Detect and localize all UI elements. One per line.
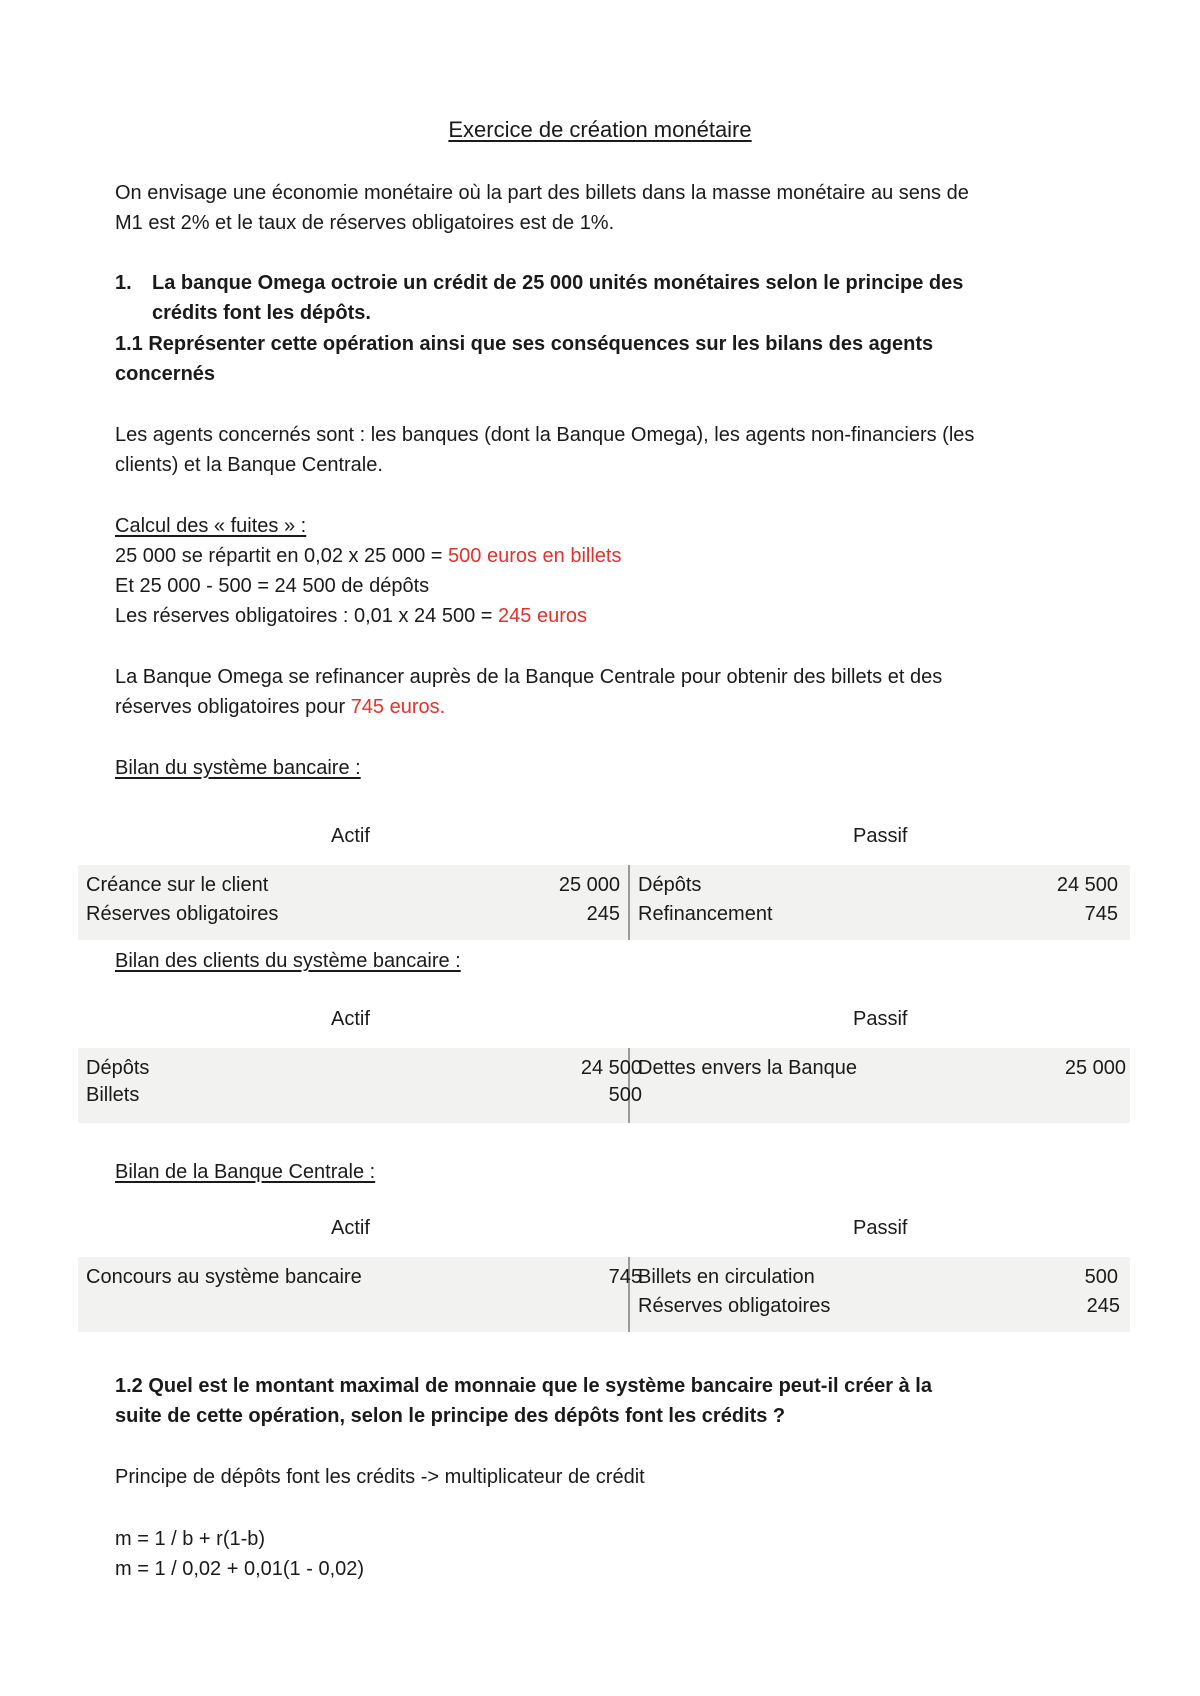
refinancing-line-2-highlight: 745 euros.: [350, 696, 446, 718]
passif-row-label: Billets en circulation: [638, 1266, 815, 1288]
table-header: [78, 815, 1130, 866]
fuites-line-3-text: Les réserves obligatoires : 0,01 x 24 500 =: [115, 605, 499, 627]
actif-row-label: Concours au système bancaire: [86, 1266, 362, 1288]
central-bank-balance-heading: Bilan de la Banque Centrale :: [115, 1161, 376, 1183]
question-1-line-1: La banque Omega octroie un crédit de 25 000 unités monétaires selon le principe des: [152, 272, 964, 294]
clients-balance-heading: Bilan des clients du système bancaire :: [115, 950, 461, 972]
actif-header: Actif: [331, 825, 370, 847]
actif-row-value: 25 000: [558, 874, 620, 896]
formula-line-2: m = 1 / 0,02 + 0,01(1 - 0,02): [115, 1558, 365, 1580]
fuites-line-1-highlight: 500 euros en billets: [448, 545, 622, 567]
actif-header: Actif: [331, 1217, 370, 1239]
fuites-line-3-highlight: 245 euros: [498, 605, 587, 627]
table-header: [78, 1207, 1130, 1258]
actif-row-value: 500: [608, 1084, 642, 1106]
passif-header: Passif: [853, 1217, 908, 1239]
fuites-line-3: [115, 601, 587, 631]
actif-row-label: Créance sur le client: [86, 874, 269, 896]
intro-line-2: M1 est 2% et le taux de réserves obligatoires est de 1%.: [115, 212, 615, 234]
central-bank-balance-table: [78, 1207, 1130, 1332]
passif-row-label: Refinancement: [638, 903, 773, 925]
actif-row-label: Billets: [86, 1084, 140, 1106]
table-body: [78, 1257, 1130, 1332]
passif-header: Passif: [853, 825, 908, 847]
fuites-line-1: [115, 541, 621, 571]
formula-line-1: m = 1 / b + r(1-b): [115, 1528, 266, 1550]
actif-row-label: Dépôts: [86, 1057, 150, 1079]
fuites-heading: Calcul des « fuites » :: [115, 515, 307, 537]
clients-balance-table: [78, 998, 1130, 1123]
question-1-2-line-2: suite de cette opération, selon le principe des dépôts font les crédits ?: [115, 1405, 786, 1427]
principle-line: Principe de dépôts font les crédits -> multiplicateur de crédit: [115, 1466, 645, 1488]
bank-balance-table: [78, 815, 1130, 940]
actif-row-value: 245: [586, 903, 620, 925]
column-divider: [628, 865, 630, 940]
intro-line-1: On envisage une économie monétaire où la part des billets dans la masse monétaire au sens de: [115, 182, 969, 204]
passif-row-value: 24 500: [1056, 874, 1118, 896]
passif-row-value: 245: [1086, 1295, 1120, 1317]
table-body: [78, 1048, 1130, 1123]
question-1-1-line-1: 1.1 Représenter cette opération ainsi que ses conséquences sur les bilans des agents: [115, 333, 934, 355]
refinancing-line-1: La Banque Omega se refinancer auprès de la Banque Centrale pour obtenir des billets et des: [115, 666, 943, 688]
question-1-line-2: crédits font les dépôts.: [152, 302, 371, 324]
question-1-1-line-2: concernés: [115, 363, 216, 385]
bank-balance-heading: Bilan du système bancaire :: [115, 757, 361, 779]
agents-line-2: clients) et la Banque Centrale.: [115, 454, 383, 476]
passif-row-value: 25 000: [1064, 1057, 1126, 1079]
actif-header: Actif: [331, 1008, 370, 1030]
agents-line-1: Les agents concernés sont : les banques (dont la Banque Omega), les agents non-financiers (les: [115, 424, 975, 446]
passif-row-value: 500: [1084, 1266, 1118, 1288]
table-body: [78, 865, 1130, 940]
passif-row-label: Dettes envers la Banque: [638, 1057, 858, 1079]
question-1-number: 1.: [115, 272, 132, 294]
passif-row-label: Réserves obligatoires: [638, 1295, 831, 1317]
actif-row-value: 24 500: [580, 1057, 642, 1079]
passif-row-value: 745: [1084, 903, 1118, 925]
table-header: [78, 998, 1130, 1049]
passif-header: Passif: [853, 1008, 908, 1030]
page-title: Exercice de création monétaire: [448, 117, 752, 142]
fuites-line-2: Et 25 000 - 500 = 24 500 de dépôts: [115, 575, 430, 597]
fuites-line-1-text: 25 000 se répartit en 0,02 x 25 000 =: [115, 545, 449, 567]
actif-row-label: Réserves obligatoires: [86, 903, 279, 925]
actif-row-value: 745: [608, 1266, 642, 1288]
question-1-2-line-1: 1.2 Quel est le montant maximal de monnaie que le système bancaire peut-il créer à la: [115, 1375, 932, 1397]
refinancing-line-2-text: réserves obligatoires pour: [115, 696, 351, 718]
refinancing-line-2: [115, 692, 445, 722]
passif-row-label: Dépôts: [638, 874, 702, 896]
